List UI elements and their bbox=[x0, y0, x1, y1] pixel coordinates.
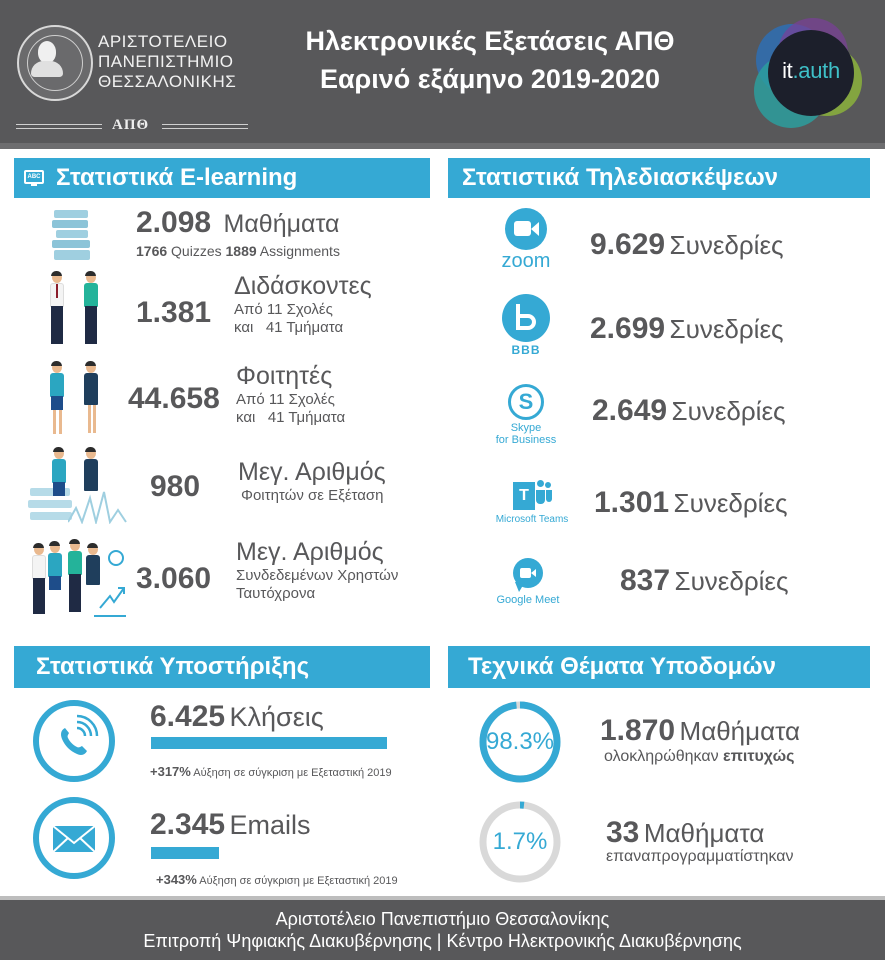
emails-increase bbox=[156, 872, 398, 887]
stat-max-exam-detail bbox=[238, 458, 386, 505]
stat-label: Φοιτητές bbox=[236, 362, 333, 390]
stat-line-bold: επιτυχώς bbox=[723, 748, 795, 765]
google-meet-logo-icon bbox=[490, 558, 566, 606]
increase-text: Αύξηση σε σύγκριση με Εξεταστική 2019 bbox=[199, 875, 398, 887]
quizzes-count: 1766 bbox=[136, 243, 168, 259]
stat-value: 6.425 bbox=[150, 700, 226, 733]
stat-courses bbox=[136, 206, 339, 240]
calls-increase bbox=[150, 764, 392, 779]
stat-value: 2.699 bbox=[590, 312, 666, 345]
stat-instructors bbox=[136, 296, 211, 330]
page-title bbox=[270, 22, 710, 98]
footer-line-1: Αριστοτέλειο Πανεπιστήμιο Θεσσαλονίκης bbox=[275, 909, 610, 929]
stat-emails bbox=[150, 808, 311, 842]
stat-courses-breakdown bbox=[136, 243, 340, 259]
stat-value: 44.658 bbox=[128, 382, 220, 415]
university-name-line: ΠΑΝΕΠΙΣΤΗΜΙΟ bbox=[98, 52, 234, 71]
concurrent-users-icon bbox=[30, 540, 130, 620]
stat-unit: Συνεδρίες bbox=[671, 396, 786, 426]
stat-skype bbox=[592, 394, 786, 428]
footer-line-2: Επιτροπή Ψηφιακής Διακυβέρνησης | Κέντρο Ηλεκτρονικής Διακυβέρνησης bbox=[143, 931, 742, 951]
increase-percent: +317% bbox=[150, 764, 191, 779]
platform-name: Google Meet bbox=[496, 594, 560, 606]
platform-name: Microsoft Teams bbox=[495, 514, 569, 525]
stat-value: 9.629 bbox=[590, 228, 666, 261]
platform-name: for Business bbox=[495, 434, 557, 446]
stat-label: Μαθήματα bbox=[679, 716, 801, 746]
stat-line: επαναπρογραμματίστηκαν bbox=[606, 848, 794, 865]
platform-name: zoom bbox=[501, 250, 551, 272]
stat-max-concurrent-detail bbox=[236, 538, 398, 603]
students-exam-icon bbox=[28, 448, 128, 526]
stat-label: Μεγ. Αριθμός bbox=[238, 458, 386, 486]
zoom-logo-icon bbox=[494, 208, 558, 270]
stat-max-concurrent bbox=[136, 562, 211, 596]
stat-label: Μαθήματα bbox=[223, 210, 340, 238]
stat-label: Emails bbox=[229, 810, 311, 840]
stat-teams bbox=[594, 486, 788, 520]
students-icon bbox=[48, 362, 108, 436]
emails-bar bbox=[151, 847, 219, 859]
university-name-line: ΑΡΙΣΤΟΤΕΛΕΙΟ bbox=[98, 32, 228, 51]
stat-value: 2.098 bbox=[136, 206, 212, 239]
stat-value: 2.649 bbox=[592, 394, 668, 427]
university-abbr: ΑΠΘ bbox=[112, 117, 150, 133]
stat-line: Φοιτητών σε Εξέταση bbox=[241, 487, 384, 504]
stat-unit: Συνεδρίες bbox=[673, 488, 788, 518]
stat-zoom bbox=[590, 228, 784, 262]
books-icon bbox=[52, 210, 92, 260]
abc-monitor-icon: ABC bbox=[24, 170, 44, 184]
instructors-icon bbox=[48, 272, 108, 346]
stat-label: Μεγ. Αριθμός bbox=[236, 538, 384, 566]
assignments-label: Assignments bbox=[259, 243, 340, 259]
assignments-count: 1889 bbox=[225, 243, 257, 259]
stat-rescheduled-detail bbox=[606, 848, 794, 866]
stat-google-meet bbox=[620, 564, 789, 598]
success-donut-chart bbox=[478, 700, 562, 784]
stat-line: και 41 Τμήματα bbox=[234, 319, 344, 336]
stat-value: 837 bbox=[620, 564, 671, 597]
stat-students bbox=[128, 382, 220, 416]
footer bbox=[0, 900, 885, 960]
university-name bbox=[98, 32, 236, 92]
platform-name: BBB bbox=[511, 343, 541, 357]
title-line-1: Ηλεκτρονικές Εξετάσεις ΑΠΘ bbox=[305, 26, 675, 56]
skype-for-business-logo-icon: S Skype for Business bbox=[490, 384, 562, 446]
stat-line: Από 11 Σχολές bbox=[236, 391, 335, 408]
quizzes-label: Quizzes bbox=[171, 243, 222, 259]
logo-text: it bbox=[782, 58, 793, 83]
section-title: Στατιστικά Τηλεδιασκέψεων bbox=[462, 164, 778, 191]
stat-value: 2.345 bbox=[150, 808, 226, 841]
calls-bar bbox=[151, 737, 387, 749]
divider bbox=[16, 124, 102, 129]
stat-line: Από 11 Σχολές bbox=[234, 301, 333, 318]
stat-value: 33 bbox=[606, 816, 640, 849]
stat-value: 980 bbox=[150, 470, 201, 503]
stat-value: 3.060 bbox=[136, 562, 212, 595]
stat-success bbox=[600, 714, 800, 748]
platform-name: Skype bbox=[510, 422, 542, 434]
stat-instructors-detail bbox=[234, 272, 372, 337]
microsoft-teams-logo-icon: T Microsoft Teams bbox=[492, 480, 572, 526]
university-seal-icon bbox=[17, 25, 93, 101]
header-divider bbox=[0, 143, 885, 149]
section-header-conferencing bbox=[448, 158, 870, 198]
donut-percent: 98.3% bbox=[485, 728, 555, 755]
stat-line: Συνδεδεμένων Χρηστών bbox=[236, 567, 399, 584]
rescheduled-donut-chart bbox=[478, 800, 562, 884]
stat-label: Μαθήματα bbox=[643, 818, 765, 848]
stat-unit: Συνεδρίες bbox=[669, 314, 784, 344]
stat-label: Κλήσεις bbox=[229, 702, 324, 732]
stat-max-exam bbox=[150, 470, 200, 504]
title-line-2: Εαρινό εξάμηνο 2019-2020 bbox=[319, 64, 661, 94]
logo-dot: . bbox=[792, 58, 799, 83]
bbb-logo-icon bbox=[496, 294, 556, 356]
stat-value: 1.301 bbox=[594, 486, 670, 519]
increase-text: Αύξηση σε σύγκριση με Εξεταστική 2019 bbox=[193, 767, 392, 779]
stat-line: Ταυτόχρονα bbox=[236, 585, 316, 602]
stat-unit: Συνεδρίες bbox=[669, 230, 784, 260]
increase-percent: +343% bbox=[156, 872, 197, 887]
divider bbox=[162, 124, 248, 129]
donut-percent: 1.7% bbox=[492, 828, 548, 855]
section-header-elearning bbox=[14, 158, 430, 198]
stat-value: 1.381 bbox=[136, 296, 212, 329]
stat-line: ολοκληρώθηκαν bbox=[604, 748, 719, 765]
phone-icon bbox=[33, 700, 115, 782]
stat-calls bbox=[150, 700, 324, 734]
itauth-logo bbox=[748, 16, 868, 131]
stat-bbb bbox=[590, 312, 784, 346]
section-header-infrastructure bbox=[448, 646, 870, 688]
logo-text: auth bbox=[798, 58, 840, 83]
stat-rescheduled bbox=[606, 816, 764, 850]
section-title: Τεχνικά Θέματα Υποδομών bbox=[468, 653, 776, 680]
stat-value: 1.870 bbox=[600, 714, 676, 747]
email-icon bbox=[33, 797, 115, 879]
section-title: Στατιστικά Υποστήριξης bbox=[36, 653, 310, 680]
stat-success-detail bbox=[604, 748, 795, 766]
stat-students-detail bbox=[236, 362, 345, 427]
university-abbr-row bbox=[16, 119, 248, 135]
section-header-support bbox=[14, 646, 430, 688]
university-name-line: ΘΕΣΣΑΛΟΝΙΚΗΣ bbox=[98, 72, 237, 91]
header bbox=[0, 0, 885, 145]
stat-line: και 41 Τμήματα bbox=[236, 409, 346, 426]
section-title: Στατιστικά E-learning bbox=[56, 164, 298, 191]
stat-unit: Συνεδρίες bbox=[674, 566, 789, 596]
stat-label: Διδάσκοντες bbox=[234, 272, 372, 300]
